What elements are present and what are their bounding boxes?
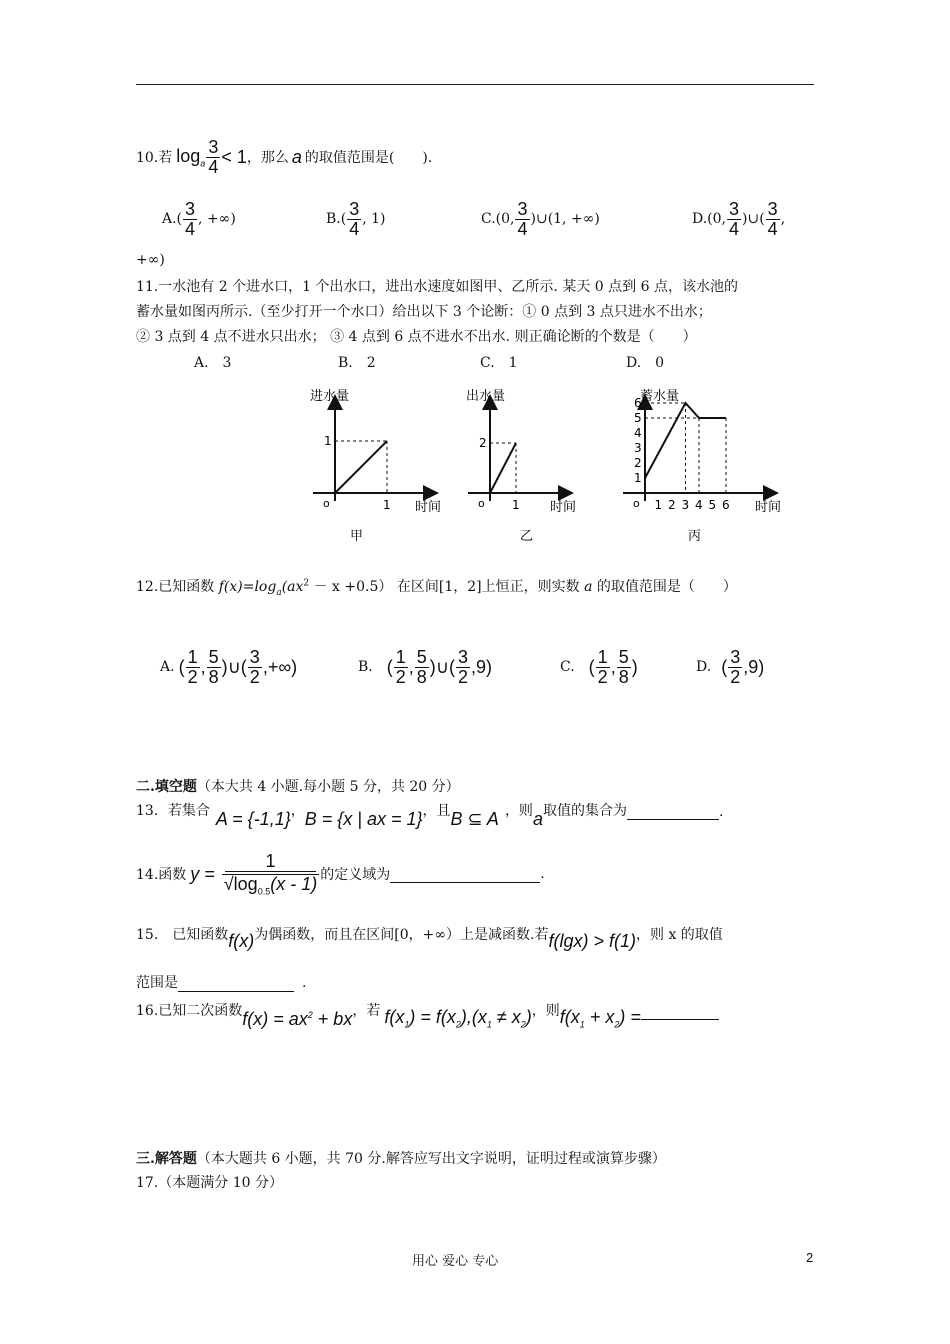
q12-option-c: C. ( $\frac{1}{2}$ , $\frac{5}{8}$ ) xyxy=(560,647,638,687)
q10-log: $\log_a$ xyxy=(176,146,206,169)
q10-stem: 10.若 $\log_a$ $\frac{3}{4}$ < 1 ，那么 a 的取值范围是( ). xyxy=(136,137,433,177)
q14: 14.函数 y = $\frac{1}{√\log_{0.5}(x - 1)}$ 的定义域为 . xyxy=(136,851,545,897)
q10-option-c: C.(0, $\frac{3}{4}$ )∪(1, +∞) xyxy=(481,199,600,239)
x-tick-label: 1 xyxy=(512,498,520,512)
x-tick-label: 4 xyxy=(695,498,703,512)
y-axis-label: 蓄水量 xyxy=(640,389,680,404)
q11-option-d: D. 0 xyxy=(626,355,665,371)
chart-caption: 丙 xyxy=(688,529,702,544)
q10-fraction: $\frac{3}{4}$ xyxy=(208,137,219,177)
series-line xyxy=(490,443,516,493)
section-2-heading: 二.填空题（本大共 4 小题.每小题 5 分，共 20 分） xyxy=(136,779,460,795)
q15: 15. 已知函数 f(x) 为偶函数，而且在区间[0，+∞）上是减函数.若 f(lgx) > f(1) ，则 x 的取值 xyxy=(136,927,723,951)
q11-option-a: A. 3 xyxy=(194,355,232,371)
q10-option-d: D.(0, $\frac{3}{4}$ )∪( $\frac{3}{4}$ , xyxy=(692,199,786,239)
x-tick-label: 1 xyxy=(654,498,663,512)
q12-option-a: A. ( $\frac{1}{2}$ , $\frac{5}{8}$ ) ∪ ( $\frac{3}{2}$ ,+∞) xyxy=(160,647,298,687)
x-axis-label: 时间 xyxy=(415,500,442,515)
y-tick-label: 2 xyxy=(634,456,642,470)
q11-option-c: C. 1 xyxy=(480,355,518,371)
x-axis-label: 时间 xyxy=(550,500,577,515)
footer-motto: 用心 爱心 专心 xyxy=(412,1254,499,1269)
q15-line2: 范围是 . xyxy=(136,975,307,991)
chart-yi xyxy=(466,388,576,544)
origin-label: o xyxy=(478,497,485,510)
chart-caption: 乙 xyxy=(520,529,534,544)
q11-option-b: B. 2 xyxy=(338,355,376,371)
x-tick-label: 3 xyxy=(681,498,690,512)
x-tick-label: 5 xyxy=(708,498,717,512)
q16-answer-blank[interactable] xyxy=(641,1009,719,1020)
x-axis-label: 时间 xyxy=(755,500,782,515)
y-axis-label: 出水量 xyxy=(466,389,506,404)
chart-caption: 甲 xyxy=(350,529,364,544)
q10-option-a: A.( $\frac{3}{4}$ , +∞) xyxy=(162,199,236,239)
q11-line2: 蓄水量如图丙所示.（至少打开一个水口）给出以下 3 个论断：① 0 点到 3 点只进水不出水； xyxy=(136,304,712,320)
y-axis-label: 进水量 xyxy=(310,389,350,404)
x-tick-label: 2 xyxy=(668,498,676,512)
chart-jia xyxy=(310,388,441,544)
q13: 13．若集合 A = {-1,1} ， B = {x | ax = 1} ，且 B ⊆ A ，则 a 取值的集合为 . xyxy=(136,803,724,829)
q17: 17.（本题满分 10 分） xyxy=(136,1175,283,1191)
q12-option-b: B. ( $\frac{1}{2}$ , $\frac{5}{8}$ ) ∪ ( $\frac{3}{2}$ ,9) xyxy=(358,647,493,687)
q10-option-b: B.( $\frac{3}{4}$ , 1) xyxy=(326,199,386,239)
q11-charts xyxy=(290,380,790,550)
page-number: 2 xyxy=(806,1250,814,1265)
q10-option-d-wrap: +∞) xyxy=(136,252,165,268)
section-3-heading: 三.解答题（本大题共 6 小题，共 70 分.解答应写出文字说明，证明过程或演算步骤） xyxy=(136,1151,666,1167)
y-tick-label: 5 xyxy=(634,411,642,425)
q11-line1: 11.一水池有 2 个进水口，1 个出水口，进出水速度如图甲、乙所示. 某天 0 点到 6 点，该水池的 xyxy=(136,279,738,295)
q11-line3: ② 3 点到 4 点不进水只出水； ③ 4 点到 6 点不进水不出水. 则正确论断的个数是（ ） xyxy=(136,329,697,345)
header-rule xyxy=(136,84,814,85)
x-tick-label: 6 xyxy=(722,498,730,512)
chart-bing xyxy=(623,388,781,544)
origin-label: o xyxy=(633,497,640,510)
x-tick-label: 1 xyxy=(383,498,391,512)
q13-answer-blank[interactable] xyxy=(627,803,719,820)
y-tick-label: 3 xyxy=(634,441,642,455)
y-tick-label: 1 xyxy=(634,471,642,485)
y-tick-label: 6 xyxy=(634,396,642,410)
q16: 16.已知二次函数 $f(x) = ax^2$ + bx ，若 $f(x_1) = f(x_2),(x_1 \ne x_2)$ ，则 $f(x_1 + x_2)$ = xyxy=(136,1000,719,1030)
q12-stem: 12.已知函数 $f(x)=\log_a(ax^2 - x +0.5)$ 在区间[1，2]上恒正，则实数 a 的取值范围是（ ） xyxy=(136,578,737,598)
q12-option-d: D. ( $\frac{3}{2}$ ,9) xyxy=(696,647,765,687)
origin-label: o xyxy=(323,497,330,510)
q14-answer-blank[interactable] xyxy=(390,866,540,883)
q15-answer-blank[interactable] xyxy=(178,975,294,992)
series-line xyxy=(335,441,387,493)
y-tick-label: 2 xyxy=(479,436,487,450)
y-tick-label: 4 xyxy=(634,426,642,440)
y-tick-label: 1 xyxy=(324,434,332,448)
